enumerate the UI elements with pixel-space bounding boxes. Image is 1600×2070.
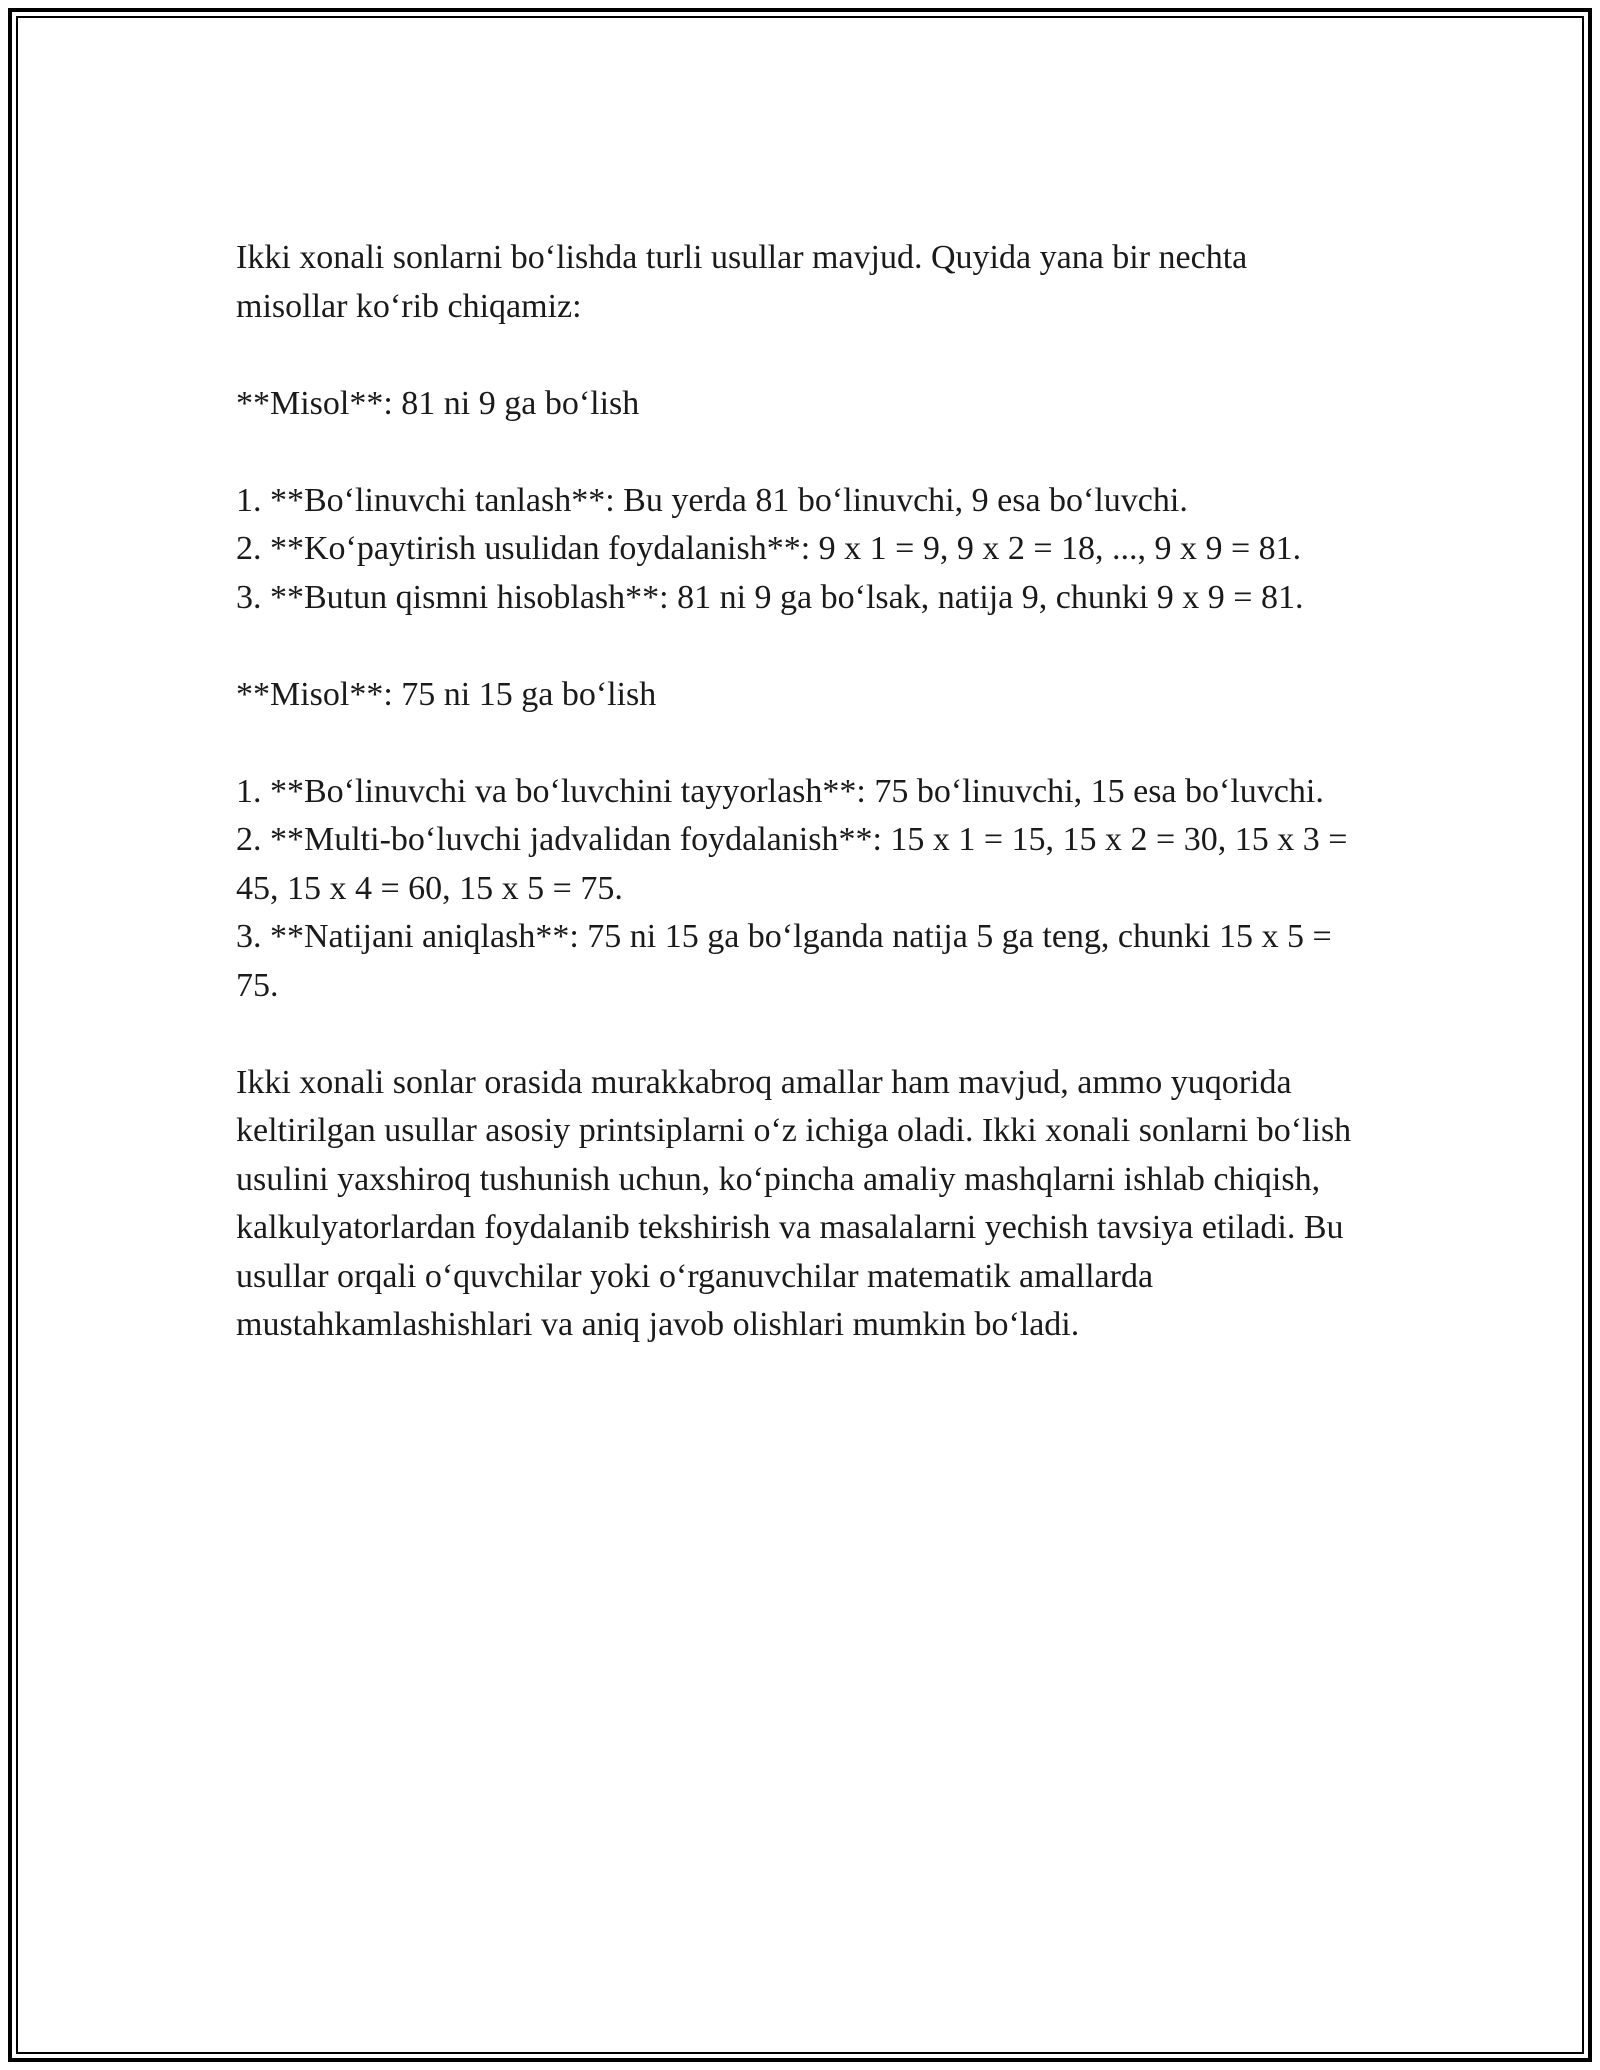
example-1-heading: **Misol**: 81 ni 9 ga bo‘lish — [236, 384, 640, 422]
example-1-steps — [236, 477, 1366, 623]
example-2-heading: **Misol**: 75 ni 15 ga bo‘lish — [236, 675, 657, 713]
example-1-step-2: 2. **Ko‘paytirish usulidan foydalanish**: 9 x 1 = 9, 9 x 2 = 18, ..., 9 x 9 = 81. — [236, 530, 1302, 567]
example-2-step-1: 1. **Bo‘linuvchi va bo‘luvchini tayyorlash**: 75 bo‘linuvchi, 15 esa bo‘luvchi. — [236, 772, 1324, 810]
document-body — [236, 234, 1366, 1398]
example-2-step-2: 2. **Multi-bo‘luvchi jadvalidan foydalanish**: 15 x 1 = 15, 15 x 2 = 30, 15 x 3 = 45, 15 x 4 = 60, 15 x 5 = 75. — [236, 821, 1348, 907]
conclusion-paragraph: Ikki xonali sonlar orasida murakkabroq amallar ham mavjud, ammo yuqorida keltirilgan usullar asosiy printsiplarni o‘z ichiga oladi. Ikki xonali sonlarni bo‘lish usulini yaxshiroq tushunish uchun, ko‘pincha amaliy mashqlarni ishlab chiqish, kalkulyatorlardan foydalanib tekshirish va masalalarni yechish tavsiya etiladi. Bu usullar orqali o‘quvchilar yoki o‘rganuvchilar matematik amallarda mustahkamlashishlari va aniq javob olishlari mumkin bo‘ladi. — [236, 1063, 1352, 1343]
example-2-steps — [236, 768, 1366, 1011]
example-1-step-3: 3. **Butun qismni hisoblash**: 81 ni 9 ga bo‘lsak, natija 9, chunki 9 x 9 = 81. — [236, 578, 1304, 616]
example-2-step-3: 3. **Natijani aniqlash**: 75 ni 15 ga bo‘lganda natija 5 ga teng, chunki 15 x 5 = 75. — [236, 918, 1332, 1004]
intro-paragraph: Ikki xonali sonlarni bo‘lishda turli usullar mavjud. Quyida yana bir nechta misollar ko‘rib chiqamiz: — [236, 239, 1248, 325]
example-1-step-1: 1. **Bo‘linuvchi tanlash**: Bu yerda 81 bo‘linuvchi, 9 esa bo‘luvchi. — [236, 481, 1188, 519]
